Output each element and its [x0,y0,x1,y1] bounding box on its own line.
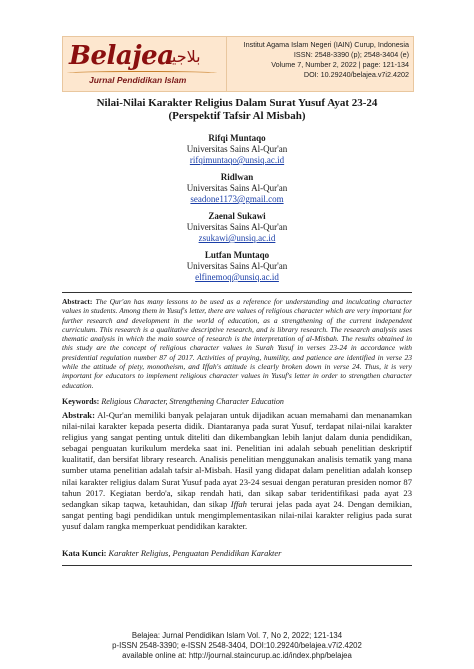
abstrak-label: Abstrak: [62,410,95,420]
issn-line: ISSN: 2548-3390 (p); 2548-3404 (e) [293,50,409,59]
author-affiliation: Universitas Sains Al-Qur'an [186,144,288,154]
kata-kunci-text: Karakter Religius, Penguatan Pendidikan Karakter [108,549,282,558]
kata-kunci-label: Kata Kunci: [62,549,107,558]
bottom-divider [62,565,412,566]
abstract-text: The Qur'an has many lessons to be used as a reference for understanding and inculcating character values in students. Among them in Yusuf's letter, there are values of religious character which are very important for further research and development in the world of education, as a strengthening of the current independent curriculum. This research is a qualitative descriptive research, and is library research. The research analysis uses thematic analysis in which the main source of research is the interpretation of al-Misbah. The results obtained in this study are the concept of religious character values in Surah Yusuf in verses 23-24 in accordance with presidential regulation number 87 of 2017. Activities of praying, humility, and patience are identified in verse 23 while the attitude of piety, monotheism, and Iffah's attitude is clearly broken down in verse 24. Thus, it is very important for educators to implement religious character values in Yusuf's letter in order to strengthen character education. [62,297,412,390]
author-name: Zaenal Sukawi [208,211,266,221]
keywords-indonesian [62,549,412,559]
abstrak-text: Al-Qur'an memiliki banyak pelajaran untuk dijadikan acuan memahami dan menanamkan nilai-nilai karakter kepada peserta didik. Diantaranya pada surat Yusuf, terdapat nilai-nilai karakter religius yang sangat penting untuk diteliti dan dikembangkan lebih lanjut dalam dunia pendidikan, sebagai penguatan kurikulum merdeka saat ini. Penelitian ini adalah sebuah penelitian deskriptif kualitatif, dan bersifat library research. Analisis penelitian menggunakan analisis tematik yang mana sumber utama penelitian adalah tafsir al-Misbah. Hasil yang didapat dalam penelitian adalah konsep nilai karakter religius dalam Surat Yusuf pada ayat 23-24 sesuai dengan peraturan presiden nomor 87 tahun 2017. Kegiatan berdo'a, sikap rendah hati, dan sikap sabar teridentifikasi pada ayat 23 sedangkan sikap taqwa, ketauhidan, dan sikap [62,410,412,509]
abstract-indonesian [62,410,412,532]
footer-issn: p-ISSN 2548-3390; e-ISSN 2548-3404, DOI:10.29240/belajea.v7i2.4202 [112,641,362,650]
author-block [0,250,474,283]
keywords-text: Religious Character, Strengthening Character Education [101,397,284,406]
keywords-english [62,397,412,407]
author-name: Rifqi Muntaqo [208,133,266,143]
footer-citation: Belajea: Jurnal Pendidikan Islam Vol. 7, No 2, 2022; 121-134 [131,631,343,640]
abstrak-italic-term: Iffah [230,498,247,509]
author-email-link[interactable]: rifqimuntaqo@unsiq.ac.id [189,155,285,165]
author-block [0,211,474,244]
author-block [0,172,474,205]
author-email-link[interactable]: zsukawi@unsiq.ac.id [198,233,276,243]
publication-info [227,36,414,92]
keywords-label: Keywords: [62,397,100,406]
journal-logo [62,36,227,92]
author-email-link[interactable]: elfinemoq@unsiq.ac.id [195,272,279,282]
abstract-label: Abstract: [62,297,93,306]
footer-url[interactable]: available online at: http://journal.staincurup.ac.id/index.php/belajea [122,651,352,660]
journal-header [62,36,414,92]
author-block [0,133,474,166]
logo-arabic-text: بلاجيا [167,47,201,66]
top-divider [62,292,412,293]
abstrak-text-continued: terurai jelas pada ayat 24. Dengan demikian, sangat penting bagi pendidikan untuk mengimplementasikan nilai-nilai karakter religius pada surat yusuf dalam rangka memperkuat pendidikan karakter. [62,498,412,531]
author-name: Lutfan Muntaqo [204,250,270,260]
author-email-link[interactable]: seadone1173@gmail.com [190,194,284,204]
author-name: Ridlwan [220,172,254,182]
author-affiliation: Universitas Sains Al-Qur'an [186,222,288,232]
article-title-line-1: Nilai-Nilai Karakter Religius Dalam Surat Yusuf Ayat 23-24 [96,97,378,109]
author-affiliation: Universitas Sains Al-Qur'an [186,183,288,193]
doi-line: DOI: 10.29240/belajea.v7i2.4202 [303,70,409,79]
volume-line: Volume 7, Number 2, 2022 | page: 121-134 [271,60,409,69]
logo-text: Belajea [69,41,174,71]
article-title-line-2: (Perspektif Tafsir Al Misbah) [168,110,306,122]
author-affiliation: Universitas Sains Al-Qur'an [186,261,288,271]
abstract-english [62,297,412,390]
publisher-line: Institut Agama Islam Negeri (IAIN) Curup, Indonesia [243,40,409,49]
logo-subtitle: Jurnal Pendidikan Islam [89,75,187,85]
